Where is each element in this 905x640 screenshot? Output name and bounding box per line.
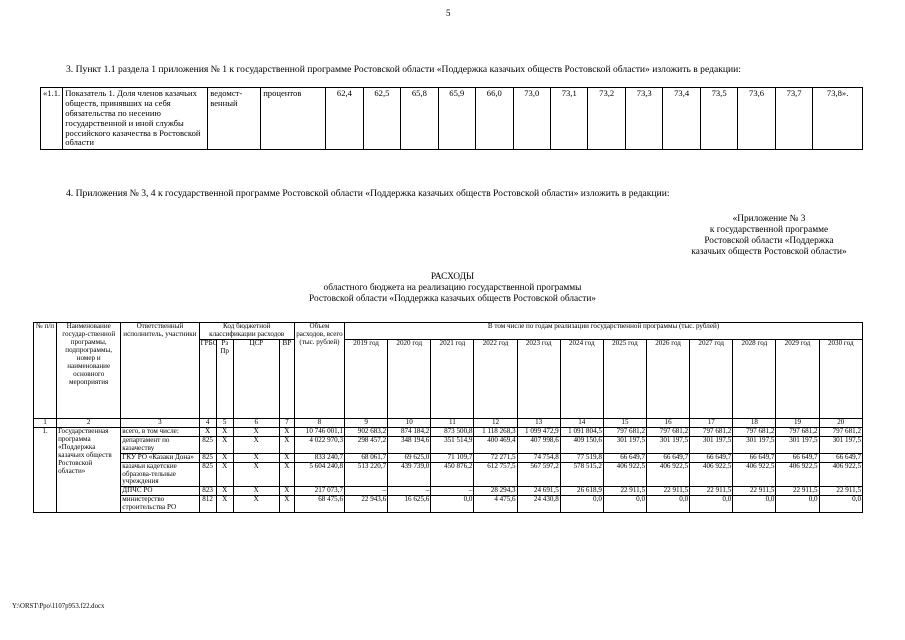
- header-year: 2019 год: [345, 339, 388, 418]
- indicator-value: 73,8».: [813, 88, 863, 150]
- year-value-cell: 0,0: [819, 496, 862, 513]
- year-value-cell: 22 911,5: [733, 487, 776, 496]
- rzpr-cell: X: [216, 436, 233, 453]
- column-number: 2: [57, 418, 121, 427]
- year-value-cell: 71 109,7: [431, 453, 474, 462]
- year-value-cell: 24 691,5: [517, 487, 560, 496]
- year-value-cell: 406 922,5: [776, 462, 819, 487]
- year-value-cell: –: [388, 487, 431, 496]
- vr-cell: X: [279, 496, 294, 513]
- vr-cell: X: [279, 453, 294, 462]
- vr-cell: X: [279, 487, 294, 496]
- year-value-cell: 0,0: [560, 496, 603, 513]
- header-code: Код бюджетной классификации расходов: [199, 323, 294, 340]
- header-grbs: ГРБС: [199, 339, 216, 418]
- rzpr-cell: X: [216, 453, 233, 462]
- column-number: 8: [294, 418, 344, 427]
- header-vr: ВР: [279, 339, 294, 418]
- column-number: 1: [34, 418, 57, 427]
- year-value-cell: 406 922,5: [733, 462, 776, 487]
- year-value-cell: 797 681,2: [603, 427, 646, 436]
- header-row: [34, 323, 863, 340]
- header-rzpr: Рз Пр: [216, 339, 233, 418]
- header-year: 2020 год: [388, 339, 431, 418]
- csr-cell: X: [233, 453, 279, 462]
- year-value-cell: 612 757,5: [474, 462, 517, 487]
- expenses-table: [33, 322, 863, 513]
- year-value-cell: 16 625,6: [388, 496, 431, 513]
- csr-cell: X: [233, 436, 279, 453]
- column-number: 5: [216, 418, 233, 427]
- year-value-cell: 4 475,6: [474, 496, 517, 513]
- indicator-number: «1.1.: [41, 88, 63, 150]
- header-csr: ЦСР: [233, 339, 279, 418]
- header-year: 2022 год: [474, 339, 517, 418]
- csr-cell: X: [233, 462, 279, 487]
- year-value-cell: 22 911,5: [647, 487, 690, 496]
- grbs-cell: 825: [199, 462, 216, 487]
- column-number: 15: [603, 418, 646, 427]
- column-number: 6: [233, 418, 279, 427]
- year-value-cell: 301 197,5: [733, 436, 776, 453]
- header-year: 2027 год: [690, 339, 733, 418]
- indicator-value: 73,6: [738, 88, 775, 150]
- year-value-cell: 0,0: [603, 496, 646, 513]
- total-cell: 68 475,6: [294, 496, 344, 513]
- year-value-cell: 406 922,5: [603, 462, 646, 487]
- year-value-cell: 513 220,7: [345, 462, 388, 487]
- year-value-cell: 22 911,5: [603, 487, 646, 496]
- indicator-value: 62,4: [326, 88, 363, 150]
- indicator-unit: процентов: [261, 88, 326, 150]
- appendix-header: [660, 214, 878, 259]
- year-value-cell: 72 271,5: [474, 453, 517, 462]
- appendix-line: казачьих обществ Ростовской области»: [691, 247, 847, 258]
- indicator-value: 66,0: [476, 88, 513, 150]
- rzpr-cell: X: [216, 462, 233, 487]
- indicator-value: 73,1: [551, 88, 588, 150]
- csr-cell: X: [233, 496, 279, 513]
- column-number-row: [34, 418, 863, 427]
- header-year: 2025 год: [603, 339, 646, 418]
- indicator-type: ведомст-венный: [208, 88, 261, 150]
- indicator-value: 73,2: [588, 88, 625, 150]
- rzpr-cell: X: [216, 487, 233, 496]
- indicator-value: 65,9: [438, 88, 475, 150]
- year-value-cell: 22 943,6: [345, 496, 388, 513]
- year-value-cell: 22 911,5: [690, 487, 733, 496]
- header-year: 2026 год: [647, 339, 690, 418]
- indicator-value: 73,3: [625, 88, 662, 150]
- header-year: 2024 год: [560, 339, 603, 418]
- column-number: 18: [733, 418, 776, 427]
- year-value-cell: 28 294,3: [474, 487, 517, 496]
- title-line: Ростовской области «Поддержка казачьих обществ Ростовской области»: [309, 294, 596, 305]
- executor-cell: министерство строительства РО: [121, 496, 199, 513]
- indicator-value: 73,0: [513, 88, 550, 150]
- total-cell: 4 022 970,3: [294, 436, 344, 453]
- year-value-cell: 298 457,2: [345, 436, 388, 453]
- year-value-cell: 74 754,8: [517, 453, 560, 462]
- year-value-cell: 22 911,5: [776, 487, 819, 496]
- column-number: 20: [819, 418, 862, 427]
- year-value-cell: 1 091 804,5: [560, 427, 603, 436]
- executor-cell: всего, в том числе:: [121, 427, 199, 436]
- executor-cell: департамент по казачеству: [121, 436, 199, 453]
- title-line: областного бюджета на реализацию государственной программы: [323, 283, 582, 294]
- year-value-cell: 77 519,8: [560, 453, 603, 462]
- year-value-cell: 66 649,7: [647, 453, 690, 462]
- appendix-line: «Приложение № 3: [732, 214, 806, 224]
- paragraph-3: 3. Пункт 1.1 раздела 1 приложения № 1 к государственной программе Ростовской области «Поддержка казачьих обществ Ростовской области» изложить в редакции:: [66, 64, 741, 75]
- year-value-cell: 0,0: [690, 496, 733, 513]
- column-number: 17: [690, 418, 733, 427]
- year-value-cell: 874 184,2: [388, 427, 431, 436]
- year-value-cell: 0,0: [776, 496, 819, 513]
- year-value-cell: 400 469,4: [474, 436, 517, 453]
- executor-cell: казачьи кадетские образова-тельные учреждения: [121, 462, 199, 487]
- indicator-table: [40, 87, 863, 150]
- header-name: Наименование государ-ственной программы, подпрограммы, номер и наименование основного мероприятия: [57, 323, 121, 419]
- year-value-cell: 69 625,0: [388, 453, 431, 462]
- year-value-cell: 873 500,8: [431, 427, 474, 436]
- header-years-group: В том числе по годам реализации государственной программы (тыс. рублей): [345, 323, 863, 340]
- total-cell: 217 073,7: [294, 487, 344, 496]
- year-value-cell: 301 197,5: [819, 436, 862, 453]
- year-value-cell: 66 649,7: [776, 453, 819, 462]
- csr-cell: X: [233, 427, 279, 436]
- header-year: 2030 год: [819, 339, 862, 418]
- paragraph-4: 4. Приложения № 3, 4 к государственной программе Ростовской области «Поддержка казачьих обществ Ростовской области» изложить в редакции:: [66, 188, 670, 199]
- year-value-cell: 578 515,2: [560, 462, 603, 487]
- year-value-cell: 450 876,2: [431, 462, 474, 487]
- year-value-cell: 301 197,5: [647, 436, 690, 453]
- table-row: [34, 453, 863, 462]
- column-number: 14: [560, 418, 603, 427]
- appendix-line: Ростовской области «Поддержка: [704, 236, 834, 247]
- indicator-value: 73,4: [663, 88, 700, 150]
- column-number: 12: [474, 418, 517, 427]
- year-value-cell: 26 618,9: [560, 487, 603, 496]
- year-value-cell: 0,0: [647, 496, 690, 513]
- rzpr-cell: X: [216, 496, 233, 513]
- year-value-cell: 301 197,5: [776, 436, 819, 453]
- program-name: Государственная программа «Поддержка казачьих обществ Ростовской области»: [57, 427, 121, 512]
- year-value-cell: 1 118 268,3: [474, 427, 517, 436]
- year-value-cell: 66 649,7: [819, 453, 862, 462]
- year-value-cell: 0,0: [733, 496, 776, 513]
- year-value-cell: –: [345, 487, 388, 496]
- year-value-cell: 439 739,0: [388, 462, 431, 487]
- table-row: [34, 462, 863, 487]
- rzpr-cell: X: [216, 427, 233, 436]
- csr-cell: X: [233, 487, 279, 496]
- table-row: [34, 436, 863, 453]
- year-value-cell: 24 430,8: [517, 496, 560, 513]
- file-path-footer: Y:\ORST\Ppo\1107p953.f22.docx: [12, 603, 105, 610]
- header-year: 2029 год: [776, 339, 819, 418]
- year-value-cell: 66 649,7: [733, 453, 776, 462]
- vr-cell: X: [279, 427, 294, 436]
- indicator-value: 73,5: [700, 88, 737, 150]
- year-value-cell: 301 197,5: [603, 436, 646, 453]
- year-value-cell: 407 998,6: [517, 436, 560, 453]
- header-volume: Объем расходов, всего (тыс. рублей): [294, 323, 344, 419]
- year-value-cell: 567 597,2: [517, 462, 560, 487]
- year-value-cell: 797 681,2: [647, 427, 690, 436]
- total-cell: 10 746 001,1: [294, 427, 344, 436]
- row-number: 1.: [34, 427, 57, 512]
- page-number: 5: [446, 8, 451, 18]
- column-number: 4: [199, 418, 216, 427]
- header-year: 2023 год: [517, 339, 560, 418]
- total-cell: 833 240,7: [294, 453, 344, 462]
- column-number: 13: [517, 418, 560, 427]
- column-number: 11: [431, 418, 474, 427]
- header-num: № п/п: [34, 323, 57, 419]
- year-value-cell: 797 681,2: [690, 427, 733, 436]
- year-value-cell: 1 099 472,9: [517, 427, 560, 436]
- year-value-cell: 351 514,9: [431, 436, 474, 453]
- table-title: [0, 272, 905, 305]
- year-value-cell: –: [431, 487, 474, 496]
- year-value-cell: 797 681,2: [819, 427, 862, 436]
- column-number: 10: [388, 418, 431, 427]
- title-line: РАСХОДЫ: [430, 272, 475, 282]
- appendix-line: к государственной программе: [709, 225, 829, 236]
- executor-cell: ГКУ РО «Казаки Дона»: [121, 453, 199, 462]
- total-cell: 5 604 240,8: [294, 462, 344, 487]
- year-value-cell: 406 922,5: [647, 462, 690, 487]
- grbs-cell: 825: [199, 453, 216, 462]
- table-row: [34, 496, 863, 513]
- indicator-value: 73,7: [775, 88, 812, 150]
- year-value-cell: 902 683,2: [345, 427, 388, 436]
- year-value-cell: 0,0: [431, 496, 474, 513]
- year-value-cell: 66 649,7: [603, 453, 646, 462]
- vr-cell: X: [279, 436, 294, 453]
- year-value-cell: 66 649,7: [690, 453, 733, 462]
- executor-cell: ДПЧС РО: [121, 487, 199, 496]
- year-value-cell: 406 922,5: [690, 462, 733, 487]
- column-number: 7: [279, 418, 294, 427]
- year-value-cell: 406 922,5: [819, 462, 862, 487]
- year-value-cell: 348 194,6: [388, 436, 431, 453]
- year-value-cell: 797 681,2: [776, 427, 819, 436]
- grbs-cell: 823: [199, 487, 216, 496]
- column-number: 16: [647, 418, 690, 427]
- grbs-cell: X: [199, 427, 216, 436]
- vr-cell: X: [279, 462, 294, 487]
- column-number: 3: [121, 418, 199, 427]
- year-value-cell: 797 681,2: [733, 427, 776, 436]
- header-year: 2028 год: [733, 339, 776, 418]
- indicator-row: [41, 88, 863, 150]
- table-body: [34, 427, 863, 512]
- column-number: 9: [345, 418, 388, 427]
- grbs-cell: 825: [199, 436, 216, 453]
- indicator-value: 65,8: [401, 88, 438, 150]
- indicator-value: 62,5: [363, 88, 400, 150]
- header-exec: Ответственный исполнитель, участники: [121, 323, 199, 419]
- indicator-name: Показатель 1. Доля членов казачьих обществ, принявших на себя обязательства по несению государственной и иной службы российского казачества в Ростовской области: [63, 88, 208, 150]
- column-number: 19: [776, 418, 819, 427]
- year-value-cell: 68 061,7: [345, 453, 388, 462]
- grbs-cell: 812: [199, 496, 216, 513]
- year-value-cell: 301 197,5: [690, 436, 733, 453]
- header-year: 2021 год: [431, 339, 474, 418]
- table-row: [34, 427, 863, 436]
- year-value-cell: 22 911,5: [819, 487, 862, 496]
- year-value-cell: 409 150,6: [560, 436, 603, 453]
